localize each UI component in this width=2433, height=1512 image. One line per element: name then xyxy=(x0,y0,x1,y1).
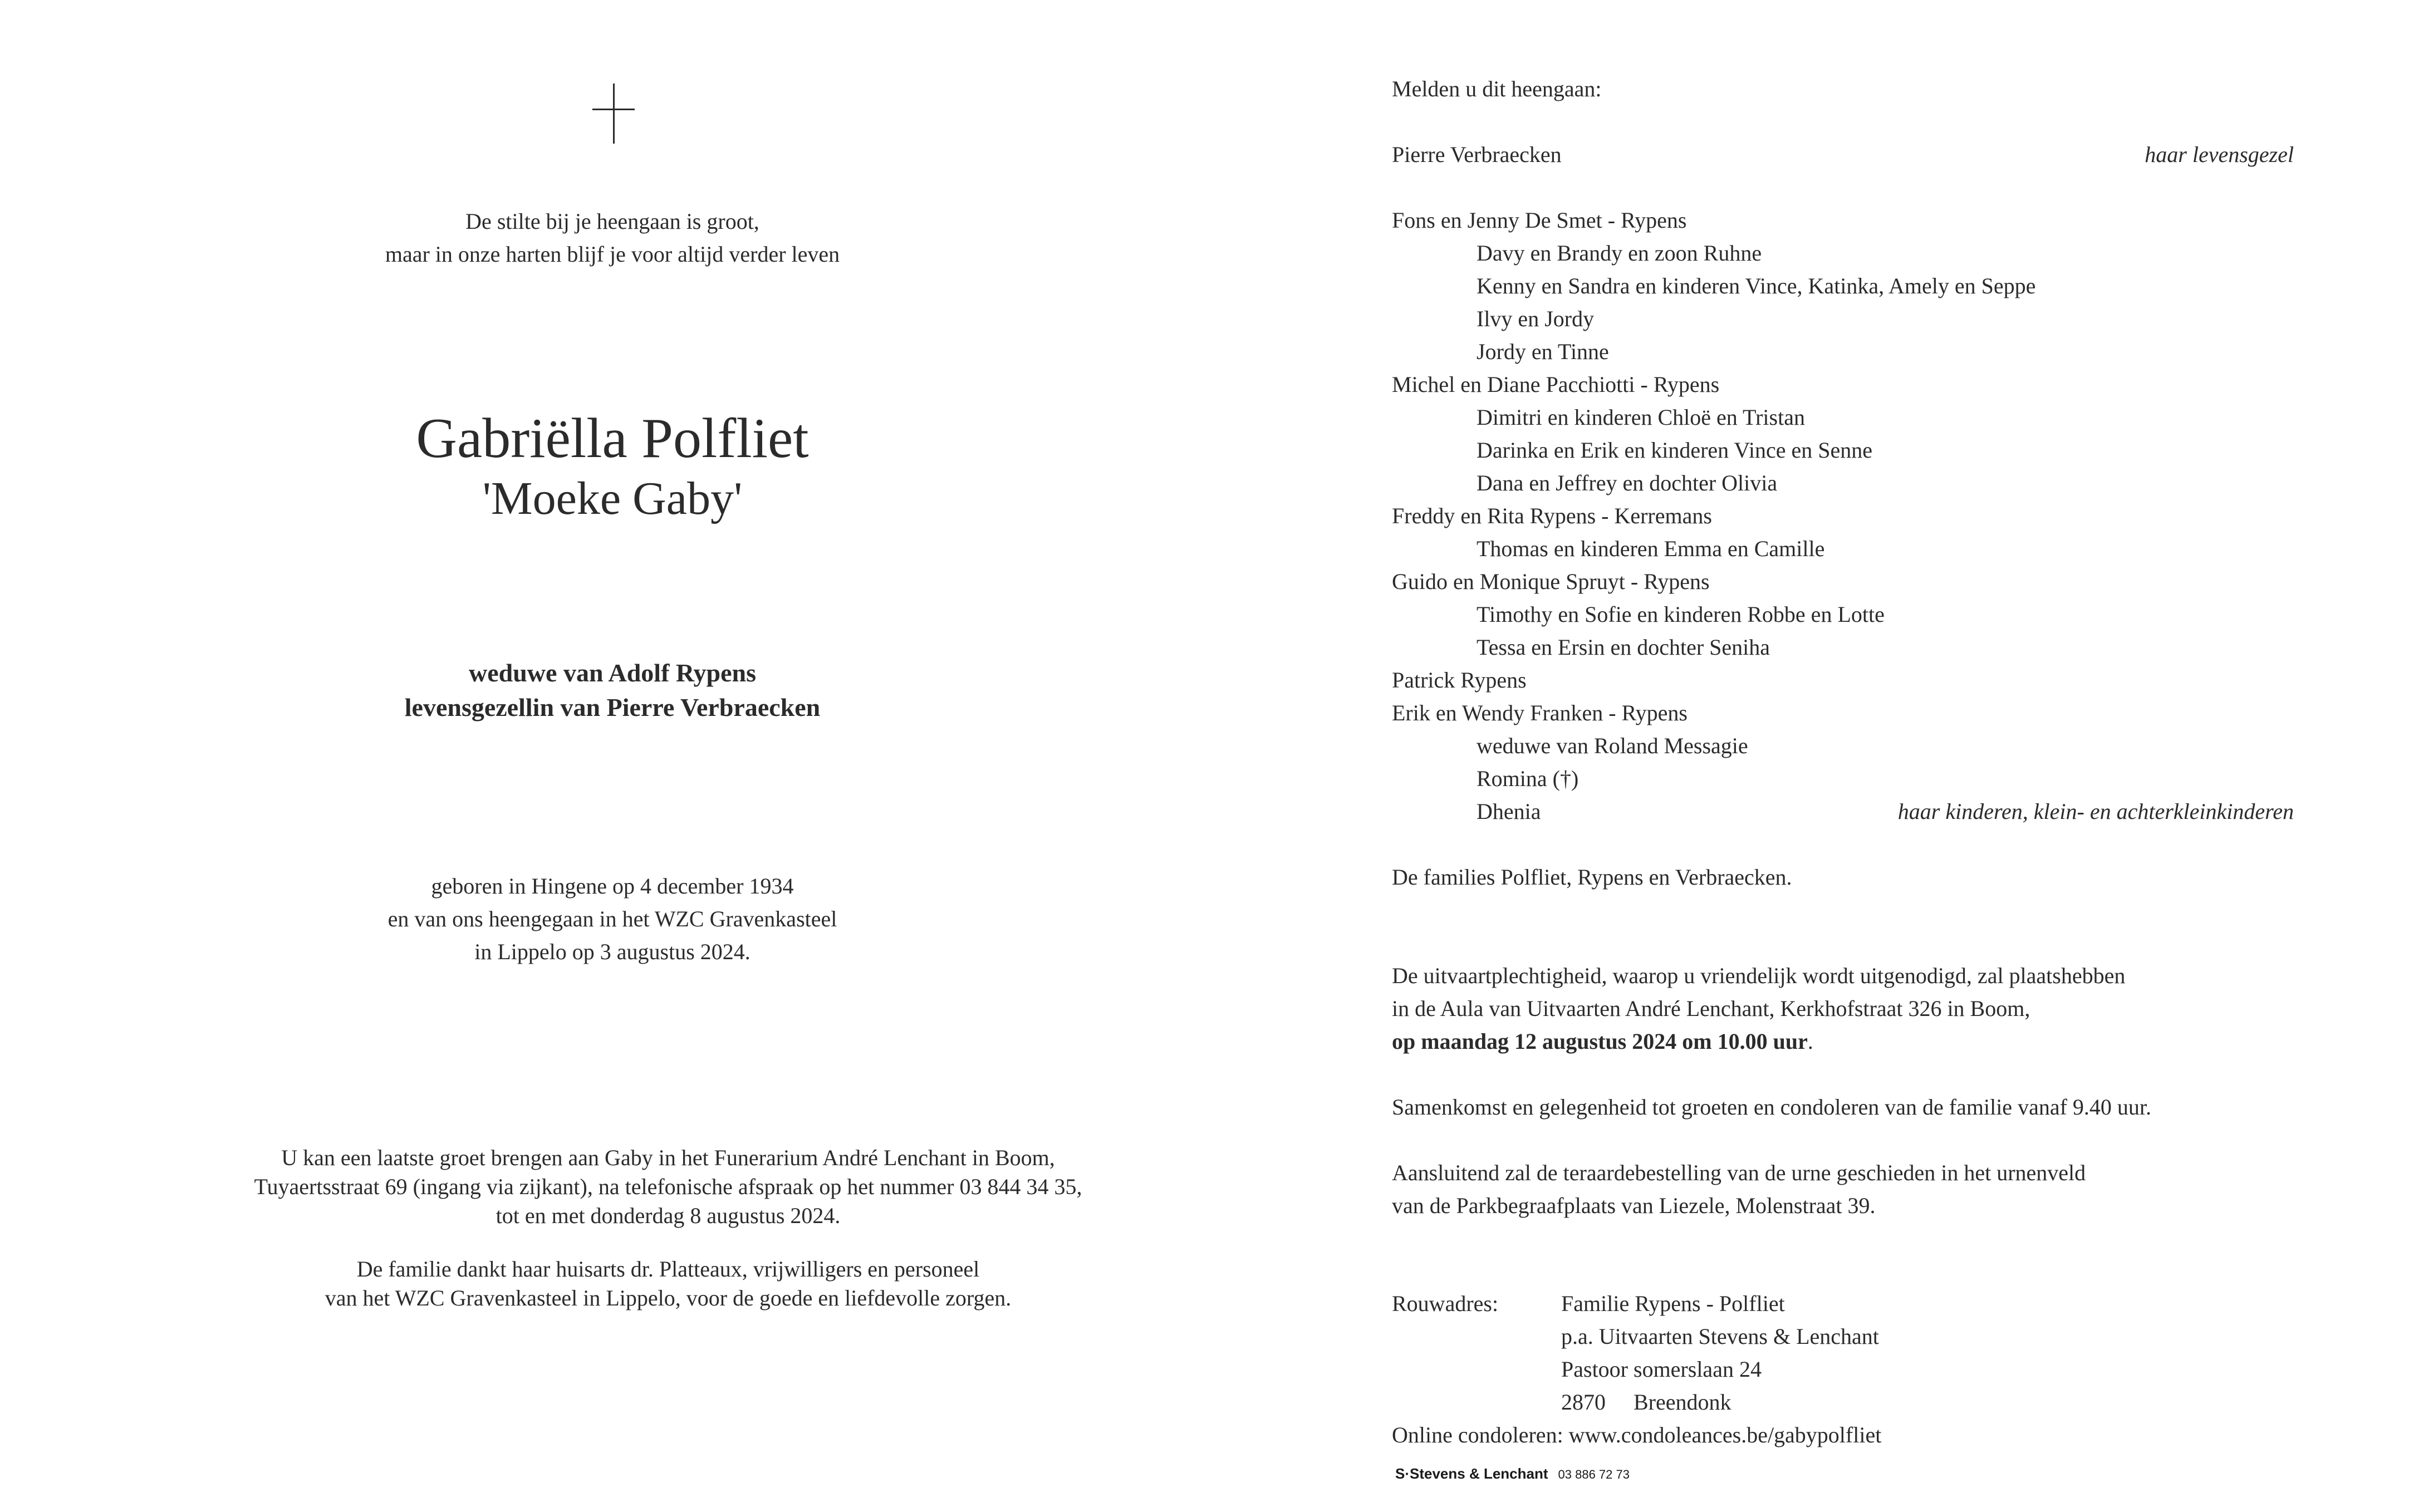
family-line: weduwe van Roland Messagie xyxy=(1477,733,1748,758)
address-line: p.a. Uitvaarten Stevens & Lenchant xyxy=(1561,1324,1879,1349)
thanks-line: De familie dankt haar huisarts dr. Platteaux, vrijwilligers en personeel xyxy=(356,1256,980,1282)
address-line: Pastoor somerslaan 24 xyxy=(1561,1357,1762,1382)
motto xyxy=(278,205,946,271)
intro: Melden u dit heengaan: xyxy=(1392,76,1602,101)
family-line: Dimitri en kinderen Chloë en Tristan xyxy=(1477,405,1805,430)
ceremony-date-row xyxy=(1392,1025,2294,1058)
family-line: Romina (†) xyxy=(1477,766,1579,791)
family-line: Freddy en Rita Rypens - Kerremans xyxy=(1392,503,1712,528)
ceremony-date: op maandag 12 augustus 2024 om 10.00 uur xyxy=(1392,1029,1808,1054)
family-line: Patrick Rypens xyxy=(1392,667,1527,693)
funeral-home-name: S·Stevens & Lenchant xyxy=(1395,1465,1548,1482)
funeral-home-logo xyxy=(1395,1465,1630,1482)
families-line: De families Polfliet, Rypens en Verbraecken. xyxy=(1392,865,1792,890)
family-line: Thomas en kinderen Emma en Camille xyxy=(1477,536,1825,561)
birth-death-info xyxy=(278,870,946,968)
family-name: Dhenia xyxy=(1477,799,1541,824)
funeral-home-phone: 03 886 72 73 xyxy=(1558,1467,1630,1481)
family-line: Darinka en Erik en kinderen Vince en Senne xyxy=(1477,438,1873,463)
family-line: Fons en Jenny De Smet - Rypens xyxy=(1392,208,1687,233)
online-condolences: Online condoleren: www.condoleances.be/gabypolfliet xyxy=(1392,1422,1882,1447)
birth-line: geboren in Hingene op 4 december 1934 xyxy=(431,873,794,899)
address-line: Familie Rypens - Polfliet xyxy=(1561,1291,1785,1316)
visit-line: tot en met donderdag 8 augustus 2024. xyxy=(496,1203,841,1228)
family-line: Jordy en Tinne xyxy=(1477,339,1609,364)
address-label: Rouwadres: xyxy=(1392,1291,1499,1316)
ceremony-end: . xyxy=(1807,1029,1813,1054)
address-line: 2870 Breendonk xyxy=(1561,1390,1731,1415)
family-line: Guido en Monique Spruyt - Rypens xyxy=(1392,569,1710,594)
motto-line: De stilte bij je heengaan is groot, xyxy=(465,209,759,234)
ceremony-line: in de Aula van Uitvaarten André Lenchant, Kerkhofstraat 326 in Boom, xyxy=(1392,996,2030,1021)
partner-role: haar levensgezel xyxy=(2145,142,2294,167)
partner-line: levensgezellin van Pierre Verbraecken xyxy=(404,693,821,721)
address-lines xyxy=(1561,1287,1879,1418)
thanks-note xyxy=(84,1255,1253,1313)
family-line: Timothy en Sofie en kinderen Robbe en Lotte xyxy=(1477,602,1885,627)
gathering-line: Samenkomst en gelegenheid tot groeten en condoleren van de familie vanaf 9.40 uur. xyxy=(1392,1094,2152,1120)
widow-line: weduwe van Adolf Rypens xyxy=(469,659,756,687)
family-line-last xyxy=(1392,795,2294,828)
death-line: en van ons heengegaan in het WZC Gravenkasteel xyxy=(387,906,837,931)
partner-row xyxy=(1392,138,2294,171)
visitation-info xyxy=(84,1143,1253,1230)
thanks-line: van het WZC Gravenkasteel in Lippelo, voor de goede en liefdevolle zorgen. xyxy=(325,1285,1012,1310)
family-line: Michel en Diane Pacchiotti - Rypens xyxy=(1392,372,1720,397)
cross-icon xyxy=(591,84,636,145)
deceased-name: Gabriëlla Polfliet xyxy=(416,407,809,470)
deceased-nickname: 'Moeke Gaby' xyxy=(482,473,743,524)
family-line: Tessa en Ersin en dochter Seniha xyxy=(1477,635,1770,660)
announcement-column xyxy=(1392,72,2294,1222)
family-line: Ilvy en Jordy xyxy=(1477,306,1595,331)
family-line: Dana en Jeffrey en dochter Olivia xyxy=(1477,470,1778,495)
burial-line: Aansluitend zal de teraardebestelling van de urne geschieden in het urnenveld xyxy=(1392,1160,2086,1185)
family-line: Davy en Brandy en zoon Ruhne xyxy=(1477,240,1762,266)
death-place-line: in Lippelo op 3 augustus 2024. xyxy=(474,939,750,964)
family-role: haar kinderen, klein- en achterkleinkinderen xyxy=(1897,799,2294,824)
burial-line: van de Parkbegraafplaats van Liezele, Molenstraat 39. xyxy=(1392,1193,1876,1218)
partner-name: Pierre Verbraecken xyxy=(1392,142,1562,167)
motto-line: maar in onze harten blijf je voor altijd verder leven xyxy=(385,242,840,267)
visit-line: U kan een laatste groet brengen aan Gaby in het Funerarium André Lenchant in Boom, xyxy=(281,1145,1055,1170)
family-line: Erik en Wendy Franken - Rypens xyxy=(1392,700,1688,725)
visit-line: Tuyaertsstraat 69 (ingang via zijkant), na telefonische afspraak op het nummer 03 844 34 35, xyxy=(254,1174,1082,1199)
ceremony-line: De uitvaartplechtigheid, waarop u vriendelijk wordt uitgenodigd, zal plaatshebben xyxy=(1392,963,2126,988)
marital-status xyxy=(278,656,946,725)
family-line: Kenny en Sandra en kinderen Vince, Katinka, Amely en Seppe xyxy=(1477,273,2036,298)
